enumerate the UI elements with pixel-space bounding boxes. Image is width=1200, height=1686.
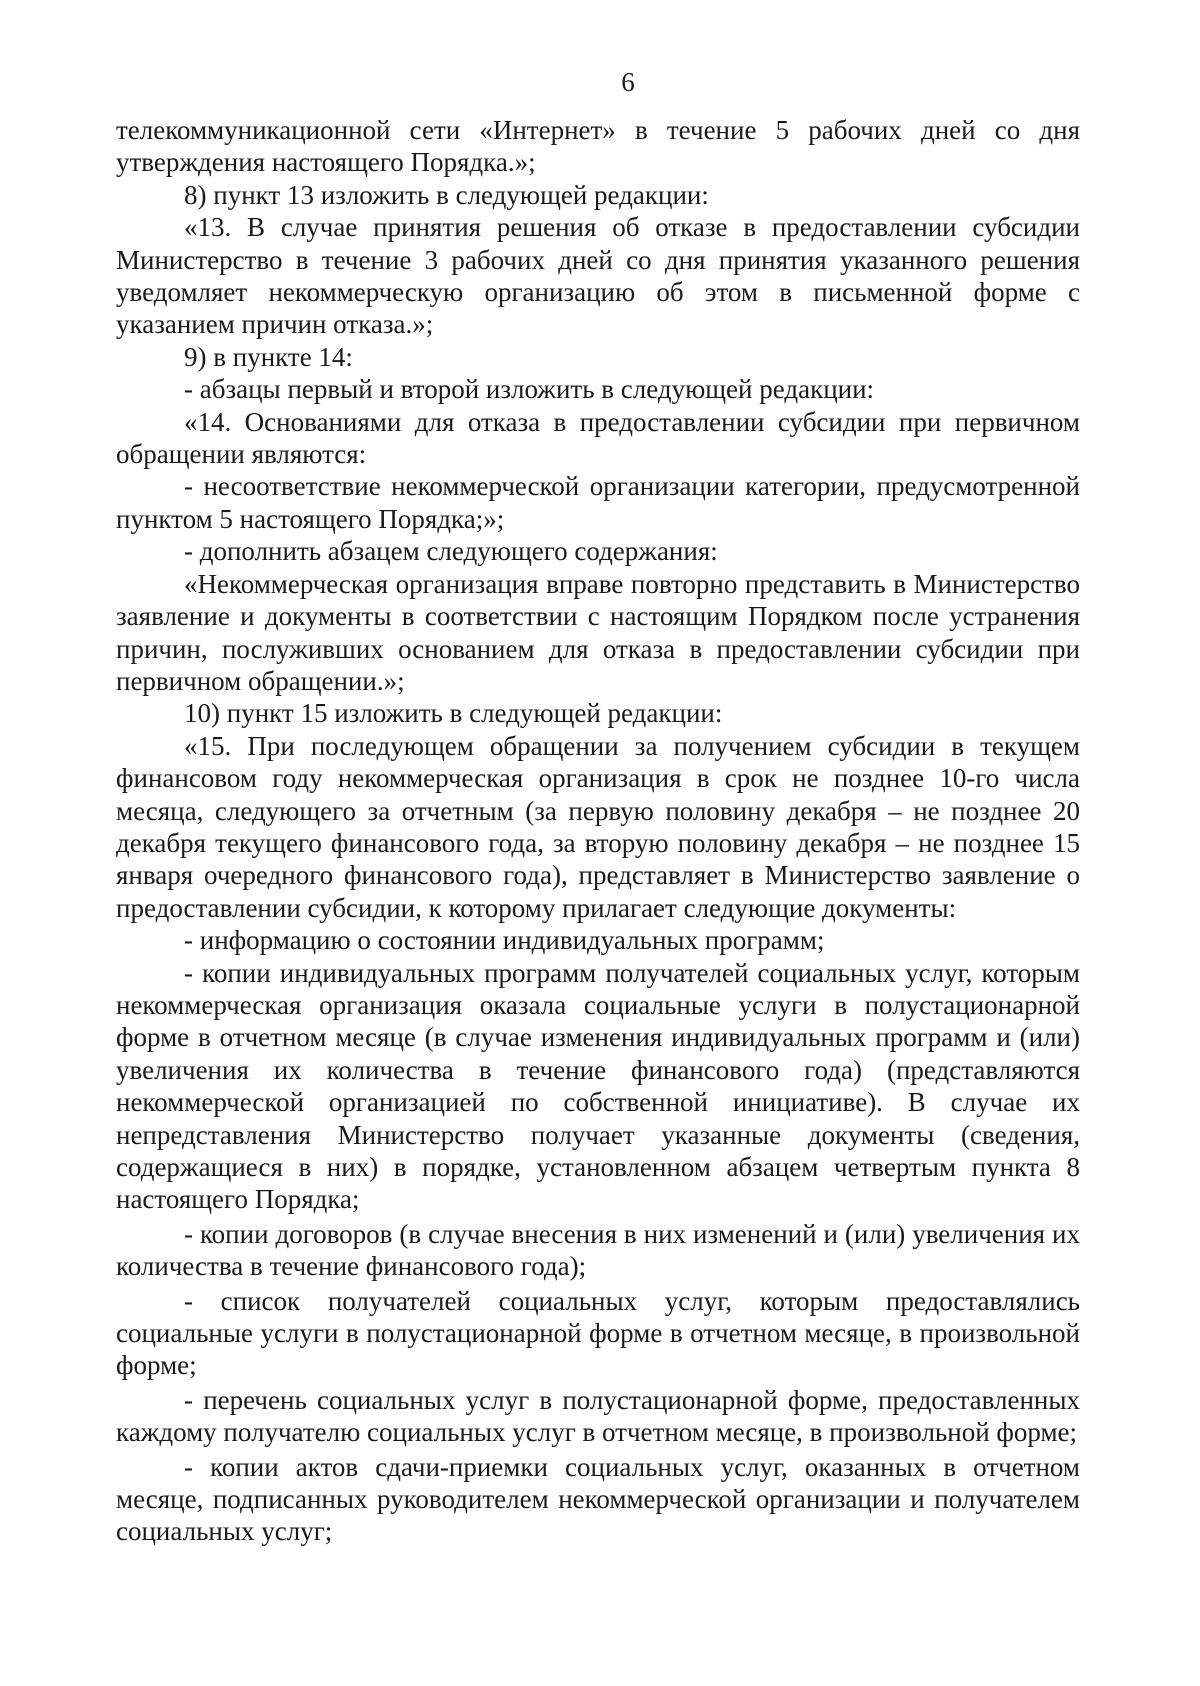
paragraph-item-9: 9) в пункте 14:	[184, 341, 353, 372]
document-body	[116, 114, 1080, 1548]
paragraph-clause-13: «13. В случае принятия решения об отказе в предоставлении субсидии Министерство в течение 3 рабочих дней со дня принятия указанного решения уведомляет некоммерческую организацию об этом в письменной форме с указанием причин отказа.»;	[116, 212, 1080, 340]
list-item-contracts: - копии договоров (в случае внесения в них изменений и (или) увеличения их количества в течение финансового года);	[116, 1218, 1080, 1282]
list-item-acts: - копии актов сдачи-приемки социальных услуг, оказанных в отчетном месяце, подписанных руководителем некоммерческой организации и получателем социальных услуг;	[116, 1451, 1080, 1547]
list-item-services: - перечень социальных услуг в полустационарной форме, предоставленных каждому получателю социальных услуг в отчетном месяце, в произвольной форме;	[116, 1384, 1080, 1448]
list-item-programs-info: - информацию о состоянии индивидуальных программ;	[184, 925, 825, 956]
paragraph-clause-15: «15. При последующем обращении за получением субсидии в текущем финансовом году некоммерческая организация в срок не позднее 10-го числа месяца, следующего за отчетным (за первую половину декабря – не позднее 20 декабря текущего финансового года, за вторую половину декабря – не позднее 15 января очередного финансового года), представляет в Министерство заявление о предоставлении субсидии, к которому прилагает следующие документы:	[116, 730, 1080, 923]
paragraph-resubmission: «Некоммерческая организация вправе повторно представить в Министерство заявление и документы в соответствии с настоящим Порядком после устранения причин, послуживших основанием для отказа в предоставлении субсидии при первичном обращении.»;	[116, 568, 1080, 696]
list-item-recipients: - список получателей социальных услуг, которым предоставлялись социальные услуги в полустационарной форме в отчетном месяце, в произвольной форме;	[116, 1285, 1080, 1381]
paragraph-clause-14-ground: - несоответствие некоммерческой организации категории, предусмотренной пунктом 5 настоящего Порядка;»;	[116, 471, 1080, 534]
paragraph-item-8: 8) пункт 13 изложить в следующей редакции:	[184, 179, 709, 210]
list-item-programs-copies: - копии индивидуальных программ получателей социальных услуг, которым некоммерческая организация оказала социальные услуги в полустационарной форме в отчетном месяце (в случае изменения индивидуальных программ и (или) увеличения их количества в течение финансового года) (представляются некоммерческой организацией по собственной инициативе). В случае их непредставления Министерство получает указанные документы (сведения, содержащиеся в них) в порядке, установленном абзацем четвертым пункта 8 настоящего Порядка;	[116, 957, 1080, 1215]
paragraph-clause-14: «14. Основаниями для отказа в предоставлении субсидии при первичном обращении являются:	[116, 406, 1080, 470]
paragraph-item-9-sub-1: - абзацы первый и второй изложить в следующей редакции:	[184, 374, 875, 405]
paragraph-continuation: телекоммуникационной сети «Интернет» в течение 5 рабочих дней со дня утверждения настоящего Порядка.»;	[116, 115, 1080, 178]
paragraph-item-10: 10) пункт 15 изложить в следующей редакции:	[184, 698, 723, 729]
paragraph-item-9-sub-2: - дополнить абзацем следующего содержания:	[184, 536, 718, 567]
page-number: 6	[621, 67, 635, 97]
